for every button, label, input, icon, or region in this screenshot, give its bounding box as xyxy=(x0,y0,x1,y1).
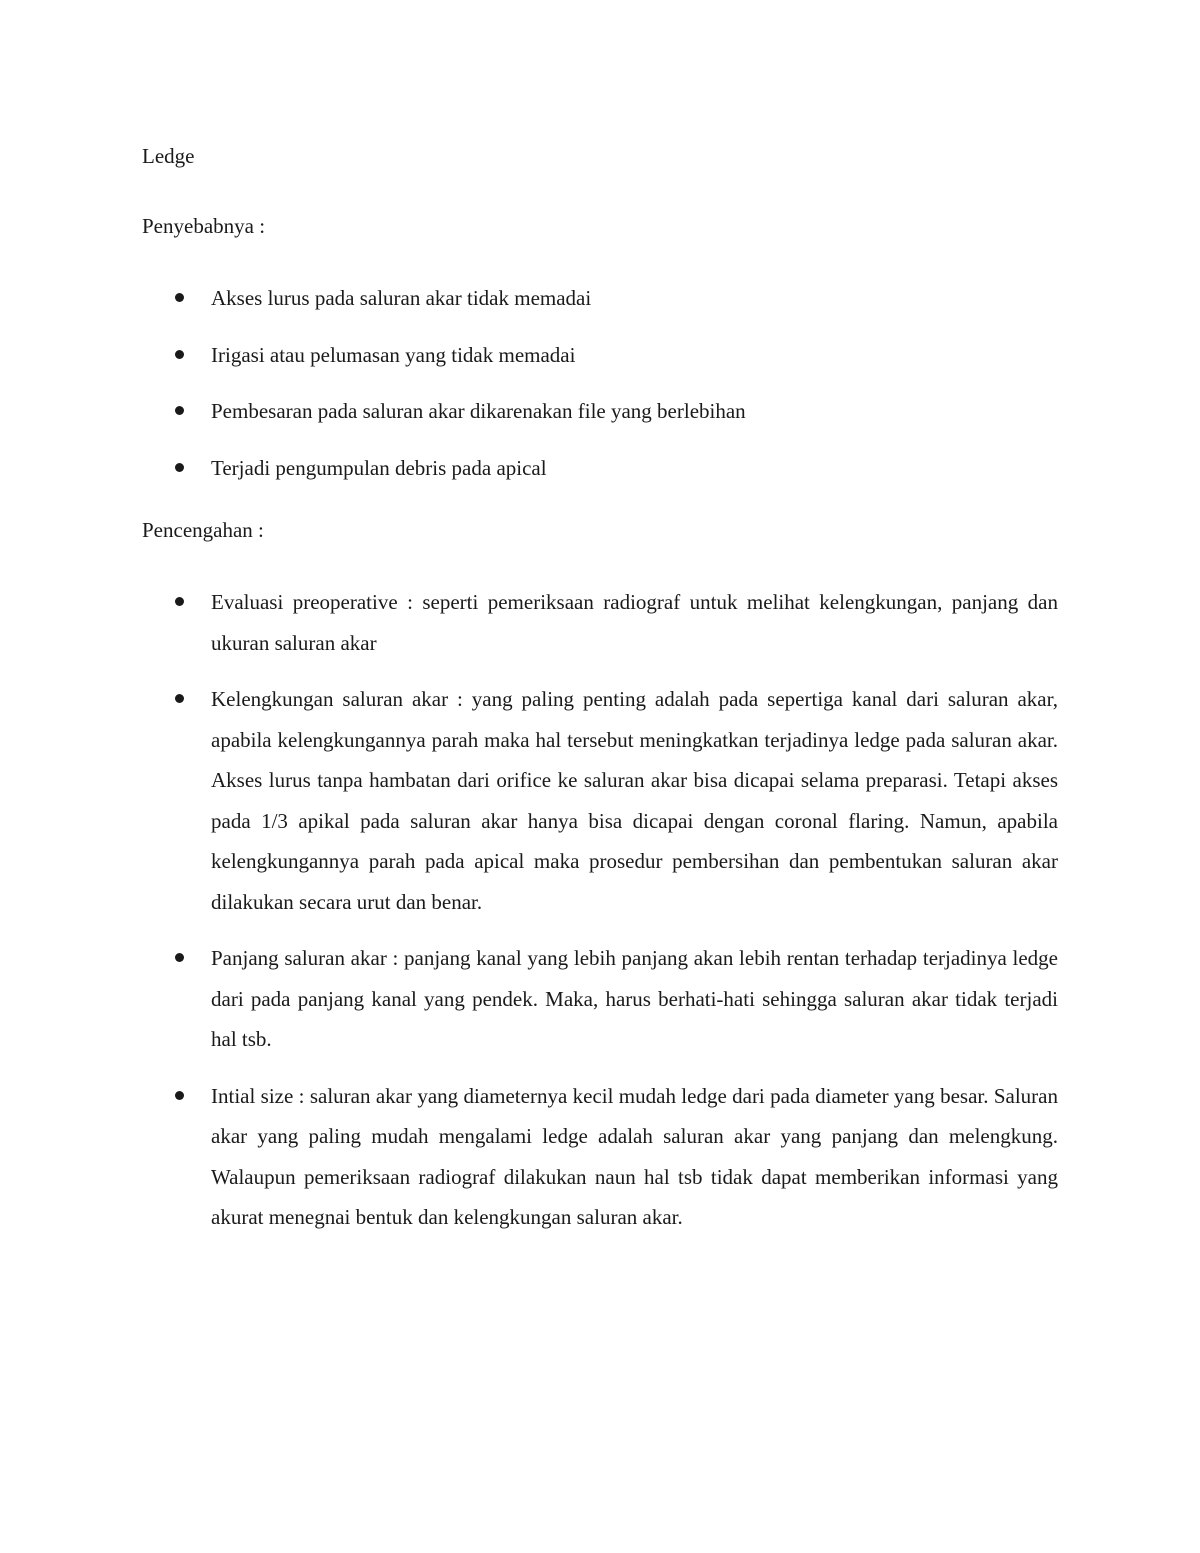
bullet-icon xyxy=(175,597,184,606)
list-item-text: Pembesaran pada saluran akar dikarenakan file yang berlebihan xyxy=(211,399,746,423)
list-item xyxy=(142,582,1058,663)
list-item xyxy=(142,448,1058,489)
bullet-icon xyxy=(175,293,184,302)
prevention-list xyxy=(142,582,1058,1238)
bullet-icon xyxy=(175,463,184,472)
document-title: Ledge xyxy=(142,144,195,168)
bullet-icon xyxy=(175,694,184,703)
bullet-icon xyxy=(175,350,184,359)
list-item-text: Irigasi atau pelumasan yang tidak memadai xyxy=(211,342,576,367)
list-item-text: Intial size : saluran akar yang diameternya kecil mudah ledge dari pada diameter yang besar. Saluran akar yang paling mudah mengalami ledge adalah saluran akar yang panjang dan melengkung. Walaupun pemeriksaan radiograf dilakukan naun hal tsb tidak dapat memberikan informasi yang akurat menegnai bentuk dan kelengkungan saluran akar. xyxy=(211,1083,1058,1229)
list-item xyxy=(142,335,1058,376)
list-item-text: Kelengkungan saluran akar : yang paling penting adalah pada sepertiga kanal dari saluran akar, apabila kelengkungannya parah maka hal tersebut meningkatkan terjadinya ledge pada saluran akar. Akses lurus tanpa hambatan dari orifice ke saluran akar bisa dicapai selama preparasi. Tetapi akses pada 1/3 apikal pada saluran akar hanya bisa dicapai dengan coronal flaring. Namun, apabila kelengkungannya parah pada apical maka prosedur pembersihan dan pembentukan saluran akar dilakukan secara urut dan benar. xyxy=(211,687,1058,914)
bullet-icon xyxy=(175,406,184,415)
prevention-heading: Pencengahan : xyxy=(142,518,264,542)
document-page xyxy=(142,138,1058,1262)
list-item-text: Panjang saluran akar : panjang kanal yang lebih panjang akan lebih rentan terhadap terjadinya ledge dari pada panjang kanal yang pendek. Maka, harus berhati-hati sehingga saluran akar tidak terjadi hal tsb. xyxy=(211,946,1058,1051)
list-item-text: Terjadi pengumpulan debris pada apical xyxy=(211,455,547,480)
bullet-icon xyxy=(175,1091,184,1100)
list-item xyxy=(142,938,1058,1060)
causes-list xyxy=(142,278,1058,488)
bullet-icon xyxy=(175,953,184,962)
list-item xyxy=(142,679,1058,922)
list-item-text: Evaluasi preoperative : seperti pemeriksaan radiograf untuk melihat kelengkungan, panjang dan ukuran saluran akar xyxy=(211,590,1058,655)
list-item xyxy=(142,1076,1058,1238)
causes-heading: Penyebabnya : xyxy=(142,214,266,238)
list-item xyxy=(142,278,1058,319)
list-item-text: Akses lurus pada saluran akar tidak memadai xyxy=(211,286,592,310)
list-item xyxy=(142,391,1058,432)
